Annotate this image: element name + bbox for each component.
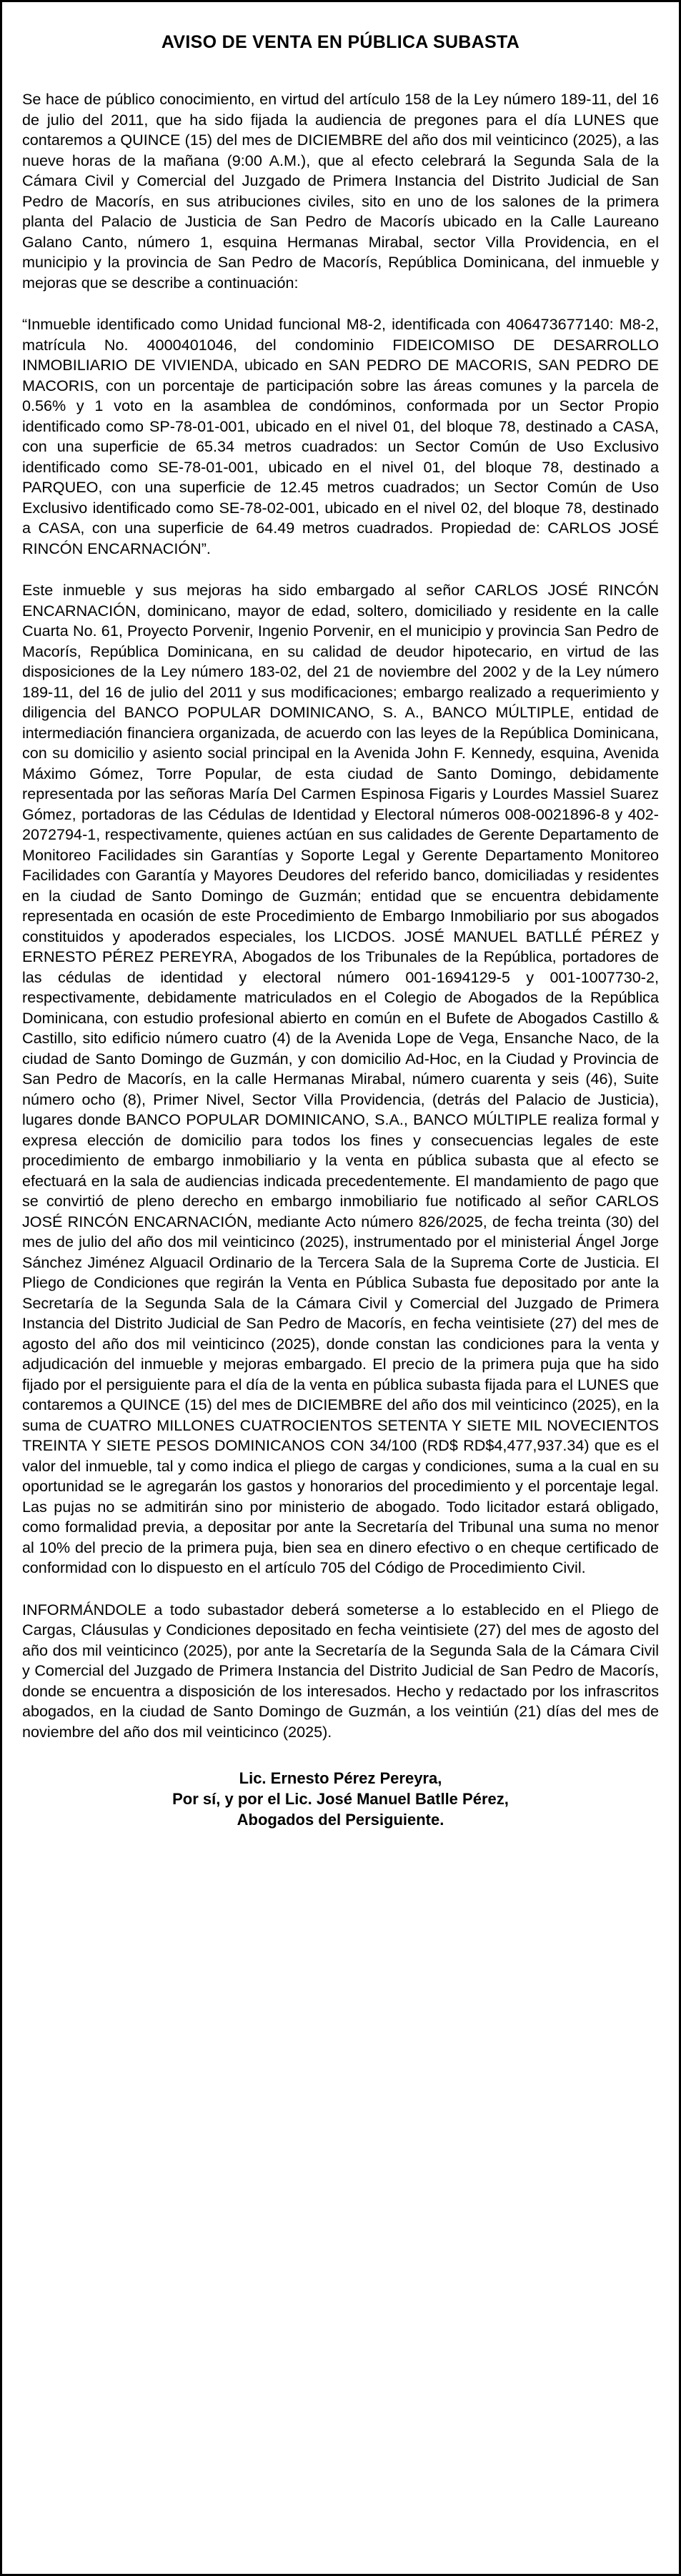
signature-block bbox=[22, 1768, 659, 1830]
notice-paragraph-informing: INFORMÁNDOLE a todo subastador deberá someterse a lo establecido en el Pliego de Cargas, Cláusulas y Condiciones depositado en fecha veintisiete (27) del mes de agosto del año dos mil veinticinco (2025), por ante la Secretaría de la Segunda Sala de la Cámara Civil y Comercial del Juzgado de Primera Instancia del Distrito Judicial de San Pedro de Macorís, donde se encuentra a disposición de los interesados. Hecho y redactado por los infrascritos abogados, en la ciudad de Santo Domingo de Guzmán, a los veintiún (21) días del mes de noviembre del año dos mil veinticinco (2025). bbox=[22, 1600, 659, 1741]
notice-title: AVISO DE VENTA EN PÚBLICA SUBASTA bbox=[161, 32, 520, 52]
signature-line-3: Abogados del Persiguiente. bbox=[237, 1811, 444, 1829]
notice-paragraph-seizure: Este inmueble y sus mejoras ha sido embargado al señor CARLOS JOSÉ RINCÓN ENCARNACIÓN, dominicano, mayor de edad, soltero, domiciliado y residente en la calle Cuarta No. 61, Proyecto Porvenir, Ingenio Porvenir, en el municipio y provincia San Pedro de Macorís, República Dominicana, en su calidad de deudor hipotecario, en virtud de las disposiciones de la Ley número 183-02, del 21 de noviembre del 2002 y de la Ley número 189-11, del 16 de julio del 2011 y sus modificaciones; embargo realizado a requerimiento y diligencia del BANCO POPULAR DOMINICANO, S. A., BANCO MÚLTIPLE, entidad de intermediación financiera organizada, de acuerdo con las leyes de la República Dominicana, con su domicilio y asiento social principal en la Avenida John F. Kennedy, esquina, Avenida Máximo Gómez, Torre Popular, de esta ciudad de Santo Domingo, debidamente representada por las señoras María Del Carmen Espinosa Figaris y Lourdes Massiel Suarez Gómez, portadoras de las Cédulas de Identidad y Electoral números 008-0021896-8 y 402-2072794-1, respectivamente, quienes actúan en sus calidades de Gerente Departamento de Monitoreo Facilidades sin Garantías y Soporte Legal y Gerente Departamento Monitoreo Facilidades con Garantía y Mayores Deudores del referido banco, domiciliadas y residentes en la ciudad de Santo Domingo de Guzmán; entidad que se encuentra debidamente representada en ocasión de este Procedimiento de Embargo Inmobiliario por sus abogados constituidos y apoderados especiales, los LICDOS. JOSÉ MANUEL BATLLÉ PÉREZ y ERNESTO PÉREZ PEREYRA, Abogados de los Tribunales de la República, portadores de las cédulas de identidad y electoral número 001-1694129-5 y 001-1007730-2, respectivamente, debidamente matriculados en el Colegio de Abogados de la República Dominicana, con estudio profesional abierto en común en el Bufete de Abogados Castillo & Castillo, sito edificio número cuatro (4) de la Avenida Lope de Vega, Ensanche Naco, de la ciudad de Santo Domingo de Guzmán, y con domicilio Ad-Hoc, en la Ciudad y Provincia de San Pedro de Macorís, en la calle Hermanas Mirabal, número cuarenta y seis (46), Suite número ocho (8), Primer Nivel, Sector Villa Providencia, (detrás del Palacio de Justicia), lugares donde BANCO POPULAR DOMINICANO, S.A., BANCO MÚLTIPLE realiza formal y expresa elección de domicilio para todos los fines y consecuencias legales de este procedimiento de embargo inmobiliario y la venta en pública subasta que al efecto se efectuará en la sala de audiencias indicada precedentemente. El mandamiento de pago que se convirtió de pleno derecho en embargo inmobiliario fue notificado al señor CARLOS JOSÉ RINCÓN ENCARNACIÓN, mediante Acto número 826/2025, de fecha treinta (30) del mes de julio del año dos mil veinticinco (2025), instrumentado por el ministerial Ángel Jorge Sánchez Jiménez Alguacil Ordinario de la Tercera Sala de la Suprema Corte de Justicia. El Pliego de Condiciones que regirán la Venta en Pública Subasta fue depositado por ante la Secretaría de la Segunda Sala de la Cámara Civil y Comercial del Juzgado de Primera Instancia del Distrito Judicial de San Pedro de Macorís, en fecha veintisiete (27) del mes de agosto del año dos mil veinticinco (2025), donde constan las condiciones para la venta y adjudicación del inmueble y mejoras embargado. El precio de la primera puja que ha sido fijado por el persiguiente para el día de la venta en pública subasta fijada para el LUNES que contaremos a QUINCE (15) del mes de DICIEMBRE del año dos mil veinticinco (2025), en la suma de CUATRO MILLONES CUATROCIENTOS SETENTA Y SIETE MIL NOVECIENTOS TREINTA Y SIETE PESOS DOMINICANOS CON 34/100 (RD$ RD$4,477,937.34) que es el valor del inmueble, tal y como indica el pliego de cargas y condiciones, suma a la cual en su oportunidad se le agregarán los gastos y honorarios del procedimiento y el porcentaje legal. Las pujas no se admitirán sino por ministerio de abogado. Todo licitador estará obligado, como formalidad previa, a depositar por ante la Secretaría del Tribunal una suma no menor al 10% del precio de la primera puja, bien sea en dinero efectivo o en cheque certificado de conformidad con lo dispuesto en el artículo 705 del Código de Procedimiento Civil. bbox=[22, 581, 659, 1576]
notice-paragraph-hearing: Se hace de público conocimiento, en virtud del artículo 158 de la Ley número 189-11, del 16 de julio del 2011, que ha sido fijada la audiencia de pregones para el día LUNES que contaremos a QUINCE (15) del mes de DICIEMBRE del año dos mil veinticinco (2025), a las nueve horas de la mañana (9:00 A.M.), que al efecto celebrará la Segunda Sala de la Cámara Civil y Comercial del Juzgado de Primera Instancia del Distrito Judicial de San Pedro de Macorís, en sus atribuciones civiles, sito en uno de los salones de la primera planta del Palacio de Justicia de San Pedro de Macorís ubicado en la Calle Laureano Galano Canto, número 1, esquina Hermanas Mirabal, sector Villa Providencia, en el municipio y la provincia de San Pedro de Macorís, República Dominicana, del inmueble y mejoras que se describe a continuación: bbox=[22, 90, 659, 292]
signature-line-1: Lic. Ernesto Pérez Pereyra, bbox=[239, 1769, 442, 1787]
notice-paragraph-property: “Inmueble identificado como Unidad funcional M8-2, identificada con 406473677140: M8-2, matrícula No. 4000401046, del condominio FIDEICOMISO DE DESARROLLO INMOBILIARIO DE VIVIENDA, ubicado en SAN PEDRO DE MACORIS, SAN PEDRO DE MACORIS, con un porcentaje de participación sobre las áreas comunes y la parcela de 0.56% y 1 voto en la asamblea de condóminos, conformada por un Sector Propio identificado como SP-78-01-001, ubicado en el nivel 01, del bloque 78, destinado a CASA, con una superficie de 65.34 metros cuadrados: un Sector Común de Uso Exclusivo identificado como SE-78-01-001, ubicado en el nivel 01, del bloque 78, destinado a PARQUEO, con una superficie de 12.45 metros cuadrados; un Sector Común de Uso Exclusivo identificado como SE-78-02-001, ubicado en el nivel 02, del bloque 78, destinado a CASA, con una superficie de 64.49 metros cuadrados. Propiedad de: CARLOS JOSÉ RINCÓN ENCARNACIÓN”. bbox=[22, 315, 659, 557]
signature-line-2: Por sí, y por el Lic. José Manuel Batlle Pérez, bbox=[172, 1790, 509, 1808]
